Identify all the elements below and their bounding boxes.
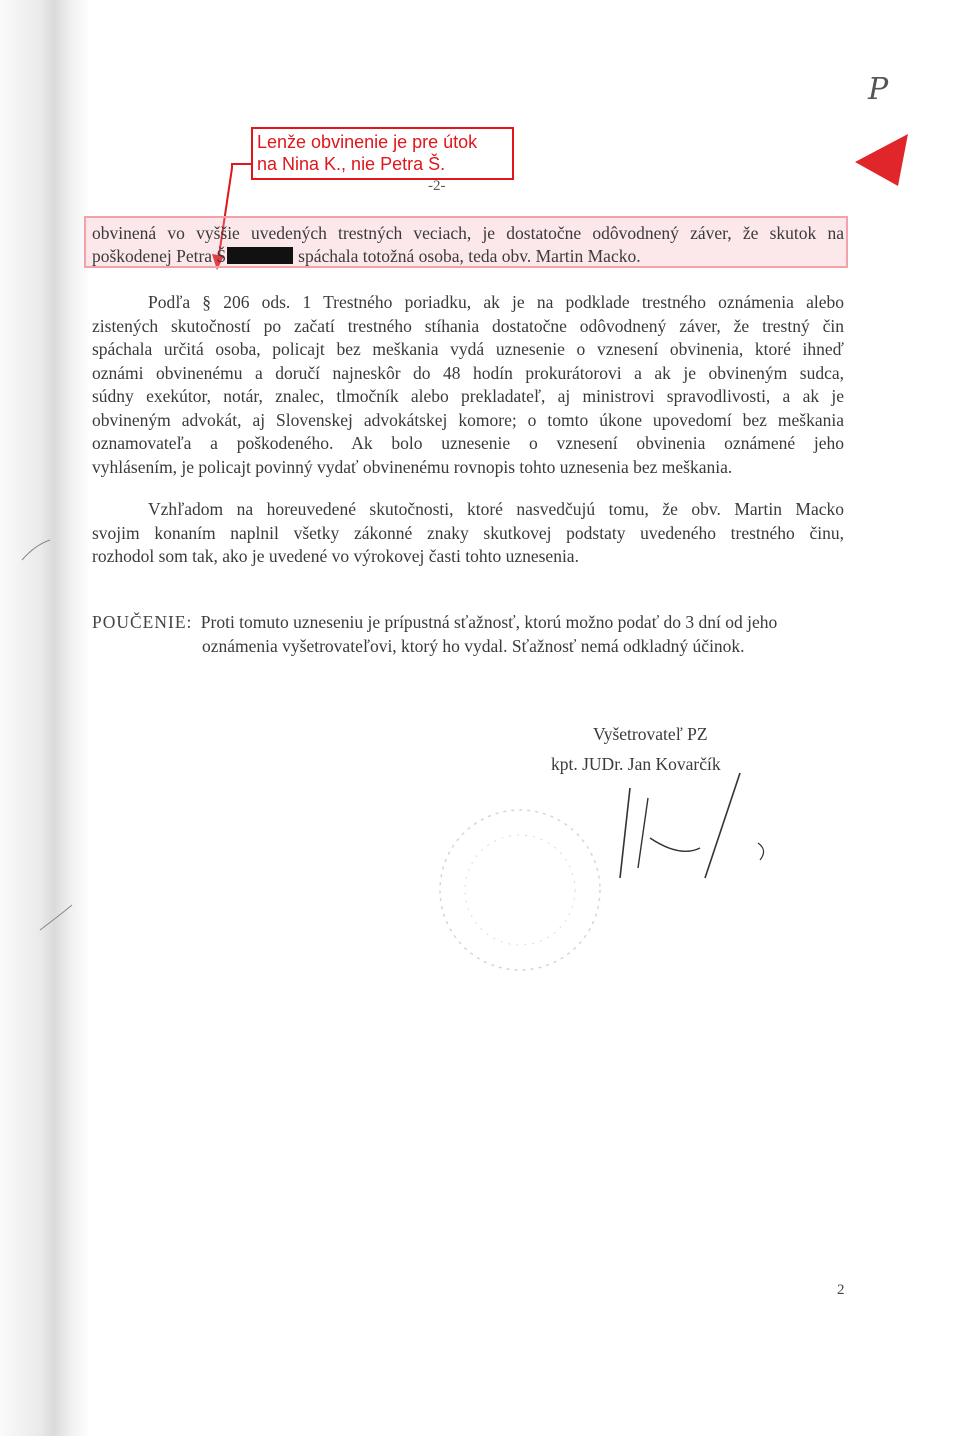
para1-line: spáchala určitá osoba, policajt bez meškania vydá uznesenie o vznesení obvinenia, ktoré ihneď	[92, 339, 844, 359]
highlighted-line-2	[92, 246, 641, 267]
para1-line: Podľa § 206 ods. 1 Trestného poriadku, ak je na podklade trestného oznámenia alebo	[148, 292, 844, 312]
para1-line: súdny exekútor, notár, znalec, tlmočník alebo prekladateľ, aj ministrovi spravodlivosti, a ak je	[92, 386, 844, 406]
official-stamp	[430, 790, 610, 990]
paragraph-conclusion	[92, 499, 844, 570]
signature-title: Vyšetrovateľ PZ	[593, 724, 708, 744]
page-number-top: -2-	[428, 178, 446, 194]
poucenie-line-1: Proti tomuto uzneseniu je prípustná sťažnosť, ktorú možno podať do 3 dní od jeho	[200, 612, 778, 632]
para1-line: obvineným advokát, aj Slovenskej advokátskej komore; o tomto úkone upovedomí bez meškania	[92, 409, 844, 430]
handwritten-signature	[590, 768, 780, 898]
poucenie-line-2: oznámenia vyšetrovateľovi, ktorý ho vydal. Sťažnosť nemá odkladný účinok.	[202, 635, 745, 656]
redaction-bar	[227, 247, 293, 264]
annotation-callout	[251, 127, 514, 180]
highlighted-line-2-end: spáchala totožná osoba, teda obv. Martin Macko.	[298, 246, 641, 266]
highlighted-line-2-start: poškodenej Petra Š	[92, 246, 227, 266]
annotation-line-1: Lenže obvinenie je pre útok	[257, 132, 478, 152]
poucenie-row-1	[92, 612, 844, 636]
corner-handwritten-mark: P	[868, 72, 889, 107]
para2-line: Vzhľadom na horeuvedené skutočnosti, ktoré nasvedčujú tomu, že obv. Martin Macko	[148, 499, 844, 519]
page-number-bottom: 2	[837, 1282, 845, 1298]
para1-line: zistených skutočností po začatí trestného stíhania dostatočne odôvodnený záver, že trestný čin	[92, 315, 844, 336]
poucenie-label: POUČENIE:	[92, 612, 193, 632]
para1-line: oznamovateľa a poškodeného. Ak bolo uznesenie o vznesení obvinenia oznámené jeho	[92, 433, 844, 453]
annotation-line-2: na Nina K., nie Petra Š.	[257, 154, 446, 174]
red-tab-marker	[850, 132, 910, 187]
poucenie-block	[92, 612, 844, 657]
para1-line: oznámi obvinenému a doručí najneskôr do 48 hodín prokurátorovi a ak je obvineným sudca,	[92, 362, 844, 383]
para2-line: rozhodol som tak, ako je uvedené vo výrokovej časti tohto uznesenia.	[92, 546, 579, 566]
paragraph-legal-basis	[92, 292, 844, 480]
para2-line: svojim konaním naplnil všetky zákonné znaky skutkovej podstaty uvedeného trestného činu,	[92, 522, 844, 543]
highlighted-line-1: obvinená vo vyššie uvedených trestných veciach, je dostatočne odôvodnený záver, že skutok na	[92, 223, 844, 243]
margin-scan-artifact	[20, 520, 80, 940]
para1-line: vyhlásením, je policajt povinný vydať obvinenému rovnopis tohto uznesenia bez meškania.	[92, 456, 733, 477]
signature-name: kpt. JUDr. Jan Kovarčík	[551, 754, 721, 774]
